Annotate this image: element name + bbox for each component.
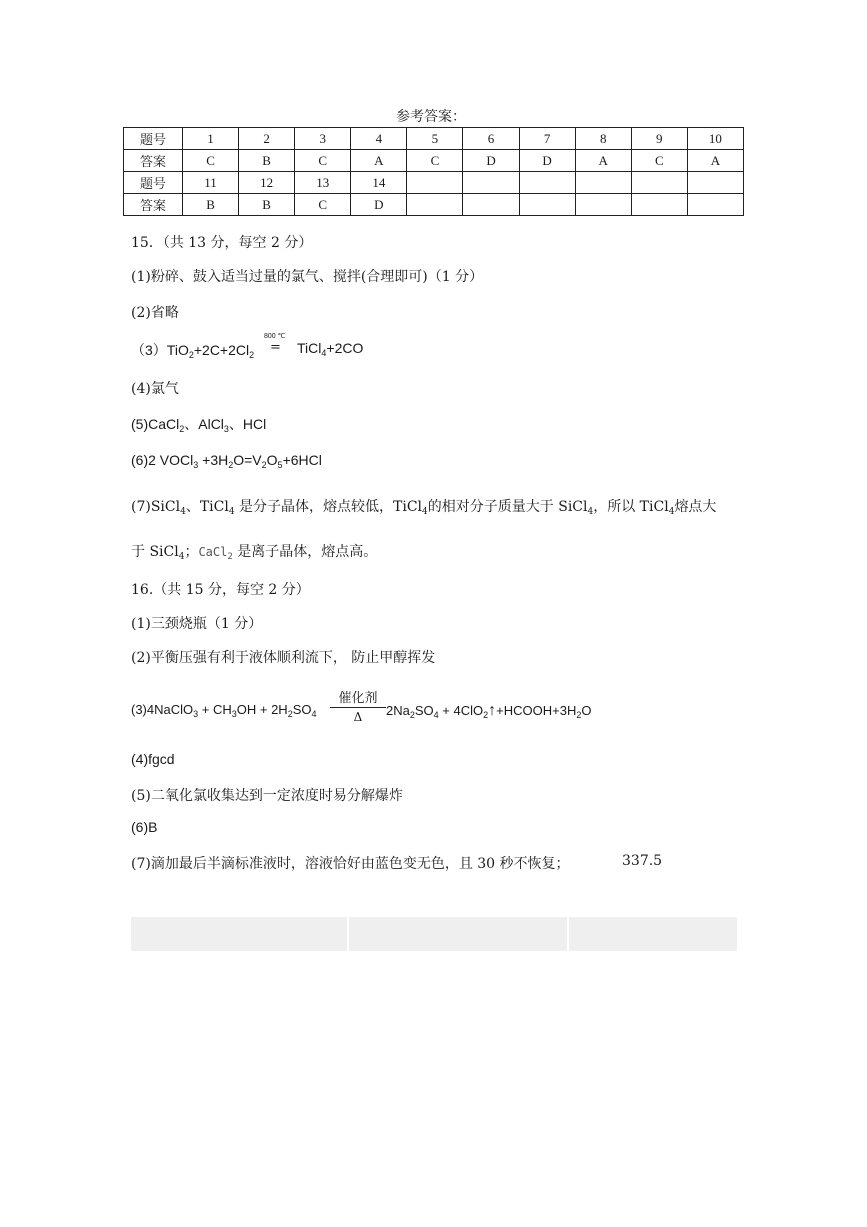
table-cell: 5 [407, 128, 463, 150]
table-row [124, 128, 744, 150]
answer-table [123, 127, 744, 216]
table-cell [407, 172, 463, 194]
table-cell [463, 172, 519, 194]
table-cell [463, 194, 519, 216]
table-row [124, 172, 744, 194]
table-cell: 9 [631, 128, 687, 150]
q16-answer-7: (7)滴加最后半滴标准液时，溶液恰好由蓝色变无色，且 30 秒不恢复； [131, 856, 570, 872]
page-title: 参考答案： [396, 109, 466, 125]
q15-answer-4: (4)氯气 [131, 381, 179, 397]
table-cell: 6 [463, 128, 519, 150]
q16-answer-3-reactants: (3)4NaClO$_3$ + $CH_3OH + 2H_2SO_4$ [131, 702, 317, 719]
q16-answer-2: (2)平衡压强有利于液体顺利流下， 防止甲醇挥发 [131, 650, 436, 666]
table-cell: 8 [575, 128, 631, 150]
table-cell: D [463, 150, 519, 172]
row-header-cell: 题号 [124, 128, 183, 150]
table-cell [519, 172, 575, 194]
row-header-cell: 答案 [124, 150, 183, 172]
table-cell: C [295, 194, 351, 216]
q15-header: 15．（共 13 分，每空 2 分） [131, 235, 313, 251]
q16-answer-5: (5)二氧化氯收集达到一定浓度时易分解爆炸 [131, 788, 403, 804]
table-cell: 10 [687, 128, 743, 150]
table-cell: C [295, 150, 351, 172]
q16-answer-6: (6)B [131, 819, 158, 835]
table-cell: B [239, 194, 295, 216]
q16-answer-1: (1)三颈烧瓶（1 分） [131, 616, 263, 632]
q16-answer-3-products: $2Na_2SO_4$ + $4ClO_2↑+HCOOH+3H_2O$ [386, 702, 592, 720]
q15-answer-3: $(3)TiO_2+2C+2Cl_2$ [131, 342, 255, 360]
table-cell: 11 [183, 172, 239, 194]
q15-answer-7-line1: (7)SiCl$_4$、TiCl$_4$ 是分子晶体，熔点较低，TiCl$_4$的相对分子质量大于 SiCl$_4$，所以 TiCl$_4$熔点大 [131, 499, 717, 517]
grey-footer-bar [131, 917, 737, 951]
table-cell [631, 172, 687, 194]
q16-header: 16.（共 15 分，每空 2 分） [131, 582, 310, 598]
q15-answer-2: (2)省略 [131, 305, 179, 321]
table-cell: 1 [183, 128, 239, 150]
table-cell [687, 172, 743, 194]
table-cell [687, 194, 743, 216]
row-header-cell: 答案 [124, 194, 183, 216]
table-cell [575, 172, 631, 194]
q15-answer-5: (5)CaCl$_2$、AlCl$_3$、HCl [131, 416, 267, 434]
table-cell: 13 [295, 172, 351, 194]
cacl2-formula: CaCl$_2$ [198, 545, 233, 562]
grey-bar-segment [569, 917, 737, 951]
table-cell: D [519, 150, 575, 172]
table-cell [519, 194, 575, 216]
table-row [124, 194, 744, 216]
q15-answer-1: (1)粉碎、鼓入适当过量的氯气、搅拌(合理即可)（1 分） [131, 269, 484, 285]
table-cell [631, 194, 687, 216]
catalyst-condition: 催化剂 Δ [330, 687, 386, 724]
q16-answer-4: (4)fgcd [131, 751, 175, 767]
table-cell: A [351, 150, 407, 172]
reaction-condition: 800 ℃ [264, 333, 286, 340]
gas-arrow-icon: ↑ [488, 702, 497, 719]
table-cell: C [407, 150, 463, 172]
table-cell [407, 194, 463, 216]
table-cell: B [239, 150, 295, 172]
table-cell: A [687, 150, 743, 172]
table-cell: B [183, 194, 239, 216]
q16-answer-7-value: 337.5 [622, 853, 663, 869]
table-cell: 12 [239, 172, 295, 194]
equals-sign: = [270, 340, 281, 355]
q15-answer-6: (6)2 VOCl$_3$ $+3H_2O=V_2O_5+6HCl$ [131, 452, 322, 470]
q15-answer-3-products: TiCl$_4$+2CO [297, 340, 364, 358]
grey-bar-segment [349, 917, 567, 951]
table-cell: 3 [295, 128, 351, 150]
table-cell: A [575, 150, 631, 172]
table-cell: 4 [351, 128, 407, 150]
grey-bar-segment [131, 917, 347, 951]
table-cell: C [183, 150, 239, 172]
table-cell: C [631, 150, 687, 172]
table-cell: 2 [239, 128, 295, 150]
table-cell [575, 194, 631, 216]
q15-answer-7-line2: 于 SiCl$_4$；CaCl$_2$ 是离子晶体，熔点高。 [131, 544, 378, 562]
table-cell: D [351, 194, 407, 216]
table-cell: 7 [519, 128, 575, 150]
table-cell: 14 [351, 172, 407, 194]
row-header-cell: 题号 [124, 172, 183, 194]
table-row [124, 150, 744, 172]
